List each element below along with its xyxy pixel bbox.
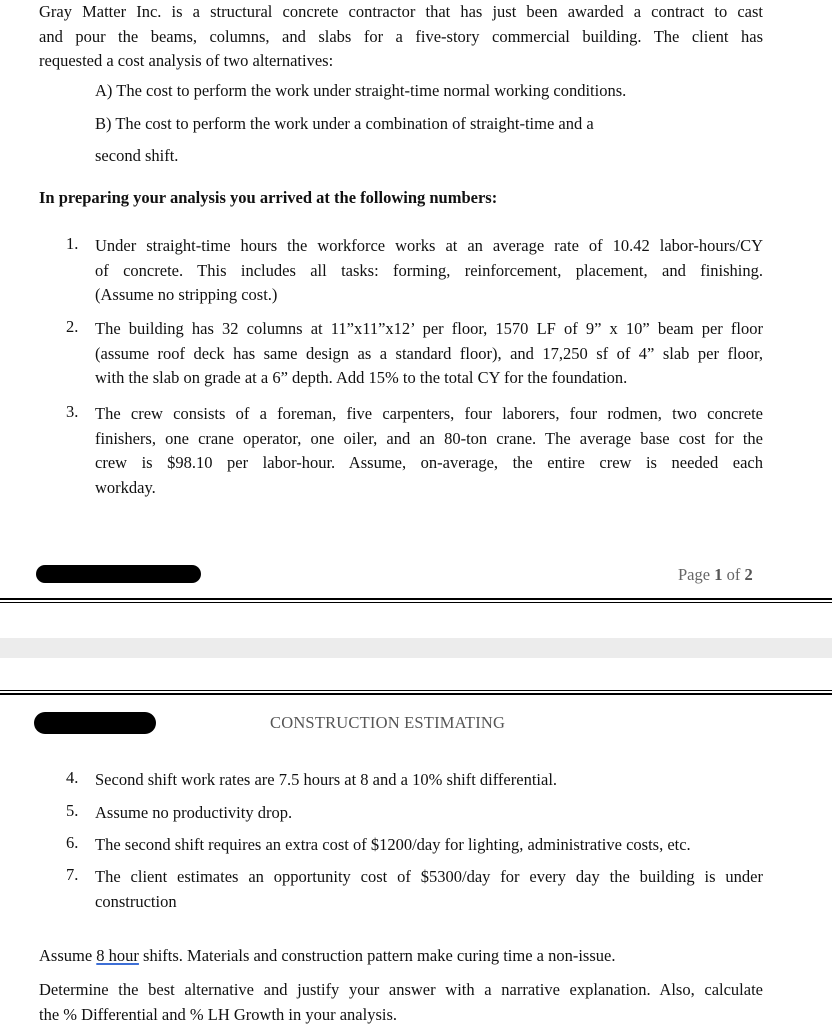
- intro-paragraph: [39, 0, 763, 74]
- assume-underlined-term: 8 hour: [96, 946, 139, 965]
- page-of-label: of: [727, 565, 741, 584]
- page-number: [678, 565, 753, 585]
- list-number: 3.: [66, 402, 78, 422]
- list-number: 1.: [66, 234, 78, 254]
- list-item-line: finishers, one crane operator, one oiler, and an 80-ton crane. The average base cost for the: [95, 427, 763, 452]
- assume-paragraph: [39, 946, 615, 966]
- list-item-line: workday.: [95, 476, 763, 501]
- list-item-line: (Assume no stripping cost.): [95, 283, 763, 308]
- alternative-a: A) The cost to perform the work under straight-time normal working conditions.: [95, 81, 626, 101]
- list-item: [95, 402, 763, 500]
- redaction-bar: [34, 712, 156, 734]
- list-item-line: of concrete. This includes all tasks: forming, reinforcement, placement, and finishing.: [95, 259, 763, 284]
- list-item-line: Second shift work rates are 7.5 hours at 8 and a 10% shift differential.: [95, 768, 763, 793]
- list-number: 2.: [66, 317, 78, 337]
- list-item: [95, 865, 763, 914]
- page-label: Page: [678, 565, 710, 584]
- list-item-line: Assume no productivity drop.: [95, 801, 763, 826]
- alternative-b-line-1: B) The cost to perform the work under a combination of straight-time and a: [95, 114, 594, 134]
- list-item: [95, 833, 763, 858]
- list-number: 7.: [66, 865, 78, 885]
- page-total: 2: [744, 565, 752, 584]
- list-item-line: crew is $98.10 per labor-hour. Assume, on-average, the entire crew is needed each: [95, 451, 763, 476]
- final-line-2: the % Differential and % LH Growth in your analysis.: [39, 1003, 763, 1027]
- list-item-line: The second shift requires an extra cost of $1200/day for lighting, administrative costs, etc.: [95, 833, 763, 858]
- list-item: [95, 768, 763, 793]
- list-number: 6.: [66, 833, 78, 853]
- page-bottom-rule: [0, 598, 832, 600]
- list-item-line: The building has 32 columns at 11”x11”x12’ per floor, 1570 LF of 9” x 10” beam per floor: [95, 317, 763, 342]
- final-line-1: Determine the best alternative and justify your answer with a narrative explanation. Also, calculate: [39, 978, 763, 1003]
- list-item: [95, 317, 763, 391]
- list-number: 5.: [66, 801, 78, 821]
- list-item-line: (assume roof deck has same design as a standard floor), and 17,250 sf of 4” slab per floor,: [95, 342, 763, 367]
- list-item-line: The client estimates an opportunity cost of $5300/day for every day the building is under: [95, 865, 763, 890]
- page-header-title: CONSTRUCTION ESTIMATING: [270, 713, 505, 733]
- redaction-bar: [36, 565, 201, 583]
- intro-line-1: Gray Matter Inc. is a structural concrete contractor that has just been awarded a contract to cast: [39, 0, 763, 25]
- list-item: [95, 801, 763, 826]
- alternative-b-line-2: second shift.: [95, 146, 178, 166]
- list-number: 4.: [66, 768, 78, 788]
- assume-prefix: Assume: [39, 946, 96, 965]
- final-paragraph: [39, 978, 763, 1027]
- page-break: [0, 638, 832, 658]
- list-item-line: with the slab on grade at a 6” depth. Add 15% to the total CY for the foundation.: [95, 366, 763, 391]
- assume-suffix: shifts. Materials and construction pattern make curing time a non-issue.: [139, 946, 616, 965]
- list-item-line: construction: [95, 890, 763, 915]
- list-item: [95, 234, 763, 308]
- list-item-line: The crew consists of a foreman, five carpenters, four laborers, four rodmen, two concrete: [95, 402, 763, 427]
- page-top-rule: [0, 690, 832, 691]
- intro-line-2: and pour the beams, columns, and slabs for a five-story commercial building. The client has: [39, 25, 763, 50]
- page-top-rule: [0, 693, 832, 695]
- page-current: 1: [714, 565, 722, 584]
- list-item-line: Under straight-time hours the workforce works at an average rate of 10.42 labor-hours/CY: [95, 234, 763, 259]
- section-heading: In preparing your analysis you arrived at the following numbers:: [39, 188, 497, 208]
- page-bottom-rule: [0, 602, 832, 603]
- intro-line-3: requested a cost analysis of two alternatives:: [39, 49, 763, 74]
